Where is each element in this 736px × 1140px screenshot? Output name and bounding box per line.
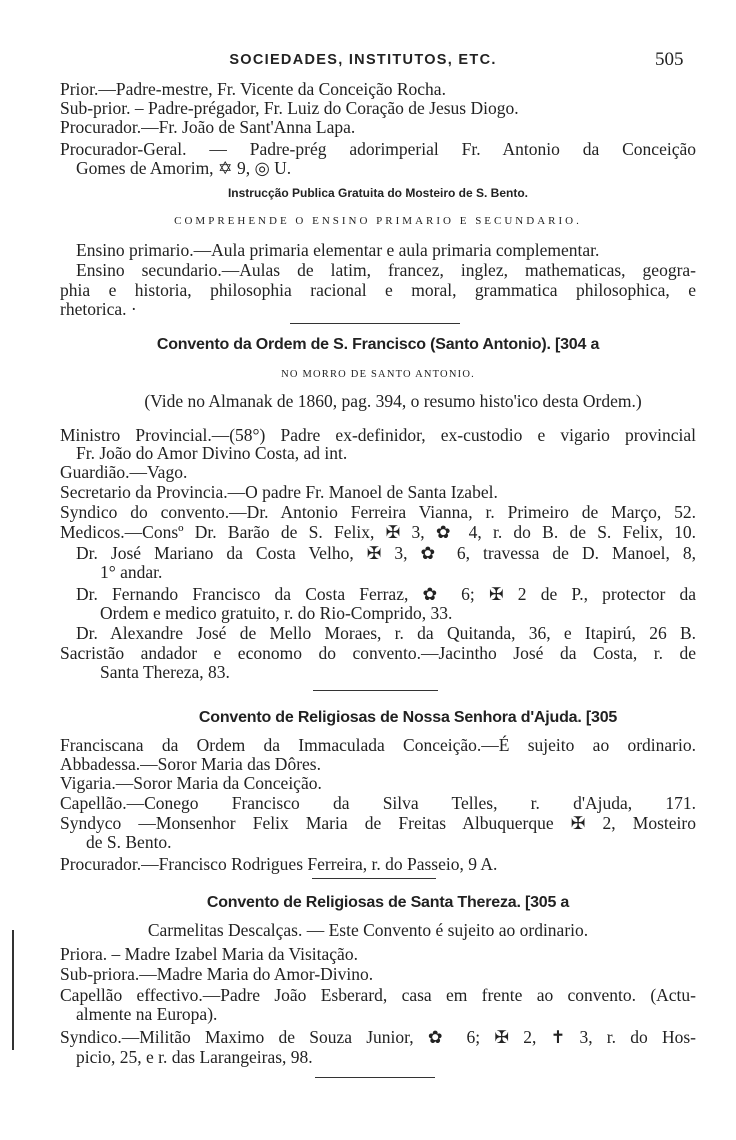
section-rule	[290, 323, 460, 324]
text-line: Secretario da Provincia.—O padre Fr. Manoel de Santa Izabel.	[60, 482, 498, 502]
text-line: Procurador-Geral. — Padre-prég adorimperial Fr. Antonio da Conceição	[60, 139, 696, 159]
page-number: 505	[655, 49, 684, 70]
text-line: Guardião.—Vago.	[60, 462, 188, 482]
text-line: Ministro Provincial.—(58°) Padre ex-definidor, ex-custodio e vigario provincial	[60, 425, 696, 445]
section-heading: Convento da Ordem de S. Francisco (Santo Antonio). [304 a	[156, 336, 600, 353]
text-line: (Vide no Almanak de 1860, pag. 394, o resumo histo'ico desta Ordem.)	[144, 391, 642, 411]
text-line: Ordem e medico gratuito, r. do Rio-Comprido, 33.	[100, 603, 453, 623]
text-line: Dr. Fernando Francisco da Costa Ferraz, ✿ 6; ✠ 2 de P., protector da	[76, 584, 696, 604]
text-line: almente na Europa).	[76, 1004, 218, 1024]
page-edge-mark	[12, 930, 14, 1050]
section-rule	[315, 1077, 435, 1078]
text-line: Dr. José Mariano da Costa Velho, ✠ 3, ✿ 6, travessa de D. Manoel, 8,	[76, 543, 696, 563]
text-line: Sub-priora.—Madre Maria do Amor-Divino.	[60, 964, 374, 984]
text-line: phia e historia, philosophia racional e moral, grammatica philosophica, e	[60, 280, 696, 300]
text-line: Carmelitas Descalças. — Este Convento é sujeito ao ordinario.	[147, 920, 589, 940]
section-heading: Instrucção Publica Gratuita do Mosteiro de S. Bento.	[227, 186, 529, 200]
text-line: Syndyco —Monsenhor Felix Maria de Freitas Albuquerque ✠ 2, Mosteiro	[60, 813, 696, 833]
text-line: Vigaria.—Soror Maria da Conceição.	[60, 773, 322, 793]
section-heading: Convento de Religiosas de Santa Thereza. [305 a	[206, 894, 570, 911]
text-line: Ensino primario.—Aula primaria elementar e aula primaria complementar.	[76, 240, 600, 260]
text-line: Capellão effectivo.—Padre João Esberard, casa em frente ao convento. (Actu-	[60, 985, 696, 1005]
text-line: 1° andar.	[100, 562, 163, 582]
section-heading: Convento de Religiosas de Nossa Senhora d'Ajuda. [305	[198, 709, 618, 726]
text-line: Sacristão andador e economo do convento.—Jacintho José da Costa, r. de	[60, 643, 696, 663]
section-subheading: COMPREHENDE O ENSINO PRIMARIO E SECUNDARIO.	[174, 215, 582, 227]
text-line: Dr. Alexandre José de Mello Moraes, r. da Quitanda, 36, e Itapirú, 26 B.	[76, 623, 696, 643]
text-line: Sub-prior. – Padre-prégador, Fr. Luiz do Coração de Jesus Diogo.	[60, 98, 519, 118]
text-line: Santa Thereza, 83.	[100, 662, 230, 682]
text-line: Gomes de Amorim, ✡ 9, ◎ U.	[76, 158, 292, 178]
text-line: Procurador.—Fr. João de Sant'Anna Lapa.	[60, 117, 356, 137]
text-line: Ensino secundario.—Aulas de latim, francez, inglez, mathematicas, geogra-	[76, 260, 696, 280]
text-line: Capellão.—Conego Francisco da Silva Telles, r. d'Ajuda, 171.	[60, 793, 696, 813]
text-line: Procurador.—Francisco Rodrigues Ferreira, r. do Passeio, 9 A.	[60, 854, 498, 874]
text-line: Syndico.—Militão Maximo de Souza Junior, ✿ 6; ✠ 2, ✝ 3, r. do Hos-	[60, 1027, 696, 1047]
section-rule	[313, 690, 438, 691]
text-line: picio, 25, e r. das Larangeiras, 98.	[76, 1047, 313, 1067]
text-line: Fr. João do Amor Divino Costa, ad int.	[76, 443, 348, 463]
text-line: rhetorica. ·	[60, 299, 137, 319]
section-rule	[312, 878, 436, 879]
text-line: de S. Bento.	[86, 832, 172, 852]
running-title: SOCIEDADES, INSTITUTOS, ETC.	[229, 52, 497, 68]
text-line: Franciscana da Ordem da Immaculada Conceição.—É sujeito ao ordinario.	[60, 735, 696, 755]
text-line: Medicos.—Consº Dr. Barão de S. Felix, ✠ 3, ✿ 4, r. do B. de S. Felix, 10.	[60, 522, 696, 542]
section-subheading: NO MORRO DE SANTO ANTONIO.	[281, 369, 475, 380]
text-line: Syndico do convento.—Dr. Antonio Ferreira Vianna, r. Primeiro de Março, 52.	[60, 502, 696, 522]
text-line: Abbadessa.—Soror Maria das Dôres.	[60, 754, 321, 774]
text-line: Priora. – Madre Izabel Maria da Visitação.	[60, 944, 358, 964]
text-line: Prior.—Padre-mestre, Fr. Vicente da Conceição Rocha.	[60, 79, 446, 99]
